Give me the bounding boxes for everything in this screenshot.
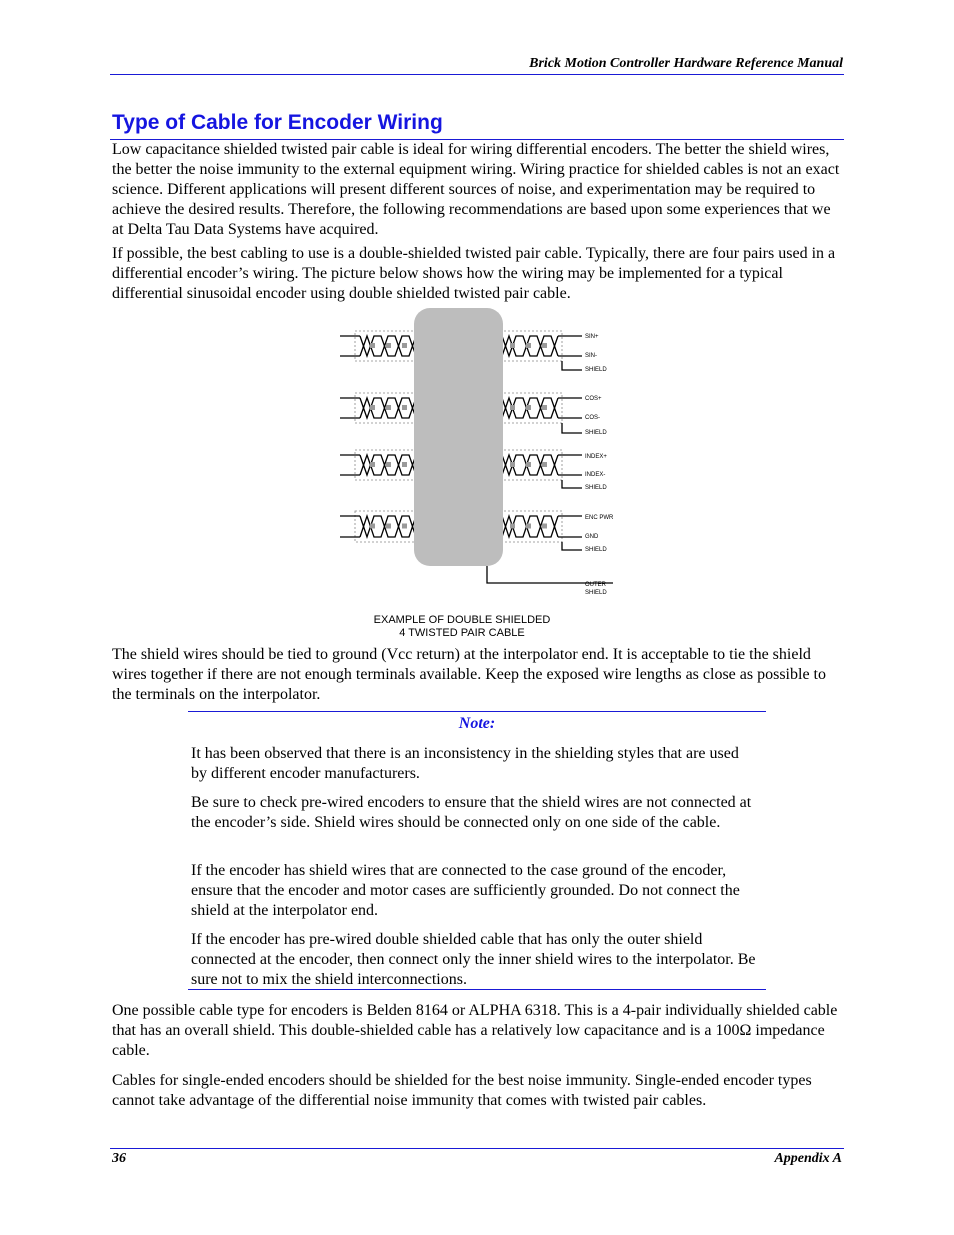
left-drain-dot [386, 405, 391, 410]
right-shield-drain-4 [562, 542, 582, 550]
left-drain-dot [370, 405, 375, 410]
footer-section: Appendix A [774, 1151, 842, 1166]
right-drain-dot [510, 524, 515, 529]
outer-shield-wire [487, 566, 613, 583]
right-drain-dot [510, 405, 515, 410]
note-paragraph-2: Be sure to check pre-wired encoders to ensure that the shield wires are not connected at the encoder’s side. Shield wires should be connected only on one side of the cable. [191, 794, 752, 831]
label-cos-plus: COS+ [585, 396, 602, 402]
label-index-plus: INDEX+ [585, 454, 607, 460]
right-drain-dot [510, 343, 515, 348]
label-enc-pwr: ENC PWR [585, 515, 614, 521]
note-title: Note: [458, 715, 496, 732]
right-drain-dot [542, 524, 547, 529]
section-title: Type of Cable for Encoder Wiring [112, 111, 443, 134]
label-cos-minus: COS- [585, 415, 600, 421]
right-drain-dot [526, 462, 531, 467]
label-shield-2: SHIELD [585, 430, 607, 436]
right-shield-drain-2 [562, 423, 582, 433]
right-drain-dot [526, 343, 531, 348]
diagram-caption-line-2: 4 TWISTED PAIR CABLE [399, 627, 525, 639]
right-drain-dot [542, 462, 547, 467]
note-paragraph-1: It has been observed that there is an inconsistency in the shielding styles that are used by different encoder manufacturers. [191, 745, 739, 782]
header-rule [110, 74, 844, 75]
paragraph-intro: Low capacitance shielded twisted pair cable is ideal for wiring differential encoders. The better the shield wires, the better the noise immunity to the external equipment wiring. Wiring practice for shielded cables is not an exact science. Different applications will present different sources of noise, and experimentation may be required to achieve the desired results. Therefore, the following recommendations are based upon some experiences that we at Delta Tau Data Systems have acquired. [112, 141, 840, 238]
left-drain-dot [386, 462, 391, 467]
label-shield-4: SHIELD [585, 547, 607, 553]
paragraph-single-ended: Cables for single-ended encoders should be shielded for the best noise immunity. Single-ended encoder types cannot take advantage of the differential noise immunity that comes with twisted pair cables. [112, 1072, 812, 1109]
left-drain-dot [402, 462, 407, 467]
running-header: Brick Motion Controller Hardware Reference Manual [529, 56, 843, 71]
cable-diagram [330, 300, 630, 640]
label-outer-shield: SHIELD [585, 590, 607, 596]
paragraph-cable-type: One possible cable type for encoders is Belden 8164 or ALPHA 6318. This is a 4-pair individually shielded cable that has an overall shield. This double-shielded cable has a relatively low capacitance and is a 100Ω impedance cable. [112, 1002, 838, 1059]
label-gnd: GND [585, 534, 599, 540]
right-drain-dot [526, 405, 531, 410]
diagram-caption-line-1: EXAMPLE OF DOUBLE SHIELDED [373, 614, 551, 626]
label-index-minus: INDEX- [585, 472, 606, 478]
left-drain-dot [370, 524, 375, 529]
left-drain-dot [386, 343, 391, 348]
note-paragraph-4: If the encoder has pre-wired double shielded cable that has only the outer shield connected at the encoder, then connect only the inner shield wires to the interpolator. Be sure not to mix the shield interconnections. [191, 931, 756, 988]
cable-jacket [414, 308, 503, 566]
left-drain-dot [386, 524, 391, 529]
right-drain-dot [510, 462, 515, 467]
left-drain-dot [402, 343, 407, 348]
label-shield-1: SHIELD [585, 367, 607, 373]
note-top-rule [188, 711, 766, 712]
right-drain-dot [542, 405, 547, 410]
label-shield-3: SHIELD [585, 485, 607, 491]
left-drain-dot [402, 524, 407, 529]
right-shield-drain-1 [562, 361, 582, 370]
note-paragraph-3: If the encoder has shield wires that are connected to the case ground of the encoder, ensure that the encoder and motor cases are sufficiently grounded. Do not connect the shield at the interpolator end. [191, 862, 740, 919]
page-number: 36 [112, 1151, 126, 1166]
paragraph-double-shielded: If possible, the best cabling to use is a double-shielded twisted pair cable. Typically, there are four pairs used in a differential encoder’s wiring. The picture below shows how the wiring may be implemented for a typical differential sinusoidal encoder using double shielded twisted pair cable. [112, 245, 836, 302]
left-drain-dot [370, 343, 375, 348]
right-shield-drain-3 [562, 480, 582, 488]
label-outer: OUTER [585, 582, 606, 588]
label-sin-minus: SIN- [585, 353, 597, 359]
right-drain-dot [526, 524, 531, 529]
left-drain-dot [370, 462, 375, 467]
paragraph-shield-grounding: The shield wires should be tied to ground (Vcc return) at the interpolator end. It is acceptable to tie the shield wires together if there are not enough terminals available. Keep the exposed wire lengths as close as possible to the terminals on the interpolator. [112, 646, 826, 703]
left-drain-dot [402, 405, 407, 410]
footer-rule [110, 1148, 844, 1149]
note-bottom-rule [188, 989, 766, 990]
label-sin-plus: SIN+ [585, 334, 599, 340]
right-drain-dot [542, 343, 547, 348]
